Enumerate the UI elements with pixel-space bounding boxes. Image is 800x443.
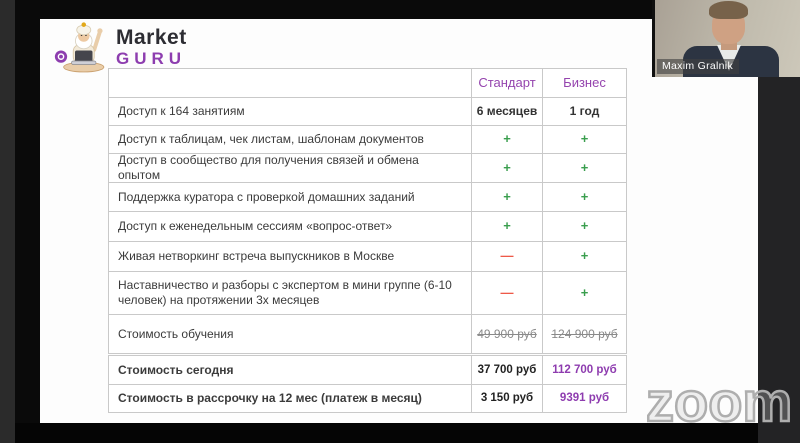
table-row <box>109 314 626 353</box>
brand-wordmark <box>116 27 187 67</box>
brand-name-top: Market <box>116 26 187 49</box>
feature-label: Стоимость обучения <box>118 326 234 341</box>
brand-name-bottom: GURU <box>116 49 187 68</box>
business-value: 1 год <box>542 98 626 125</box>
zoom-logo-watermark: zoom <box>646 370 793 433</box>
standard-value: — <box>471 242 542 271</box>
business-value: + <box>542 126 626 153</box>
table-row <box>109 182 626 211</box>
business-value: + <box>542 154 626 182</box>
standard-value-strikethrough: 49 900 руб <box>471 315 542 353</box>
business-value: + <box>542 212 626 241</box>
participant-video[interactable] <box>652 0 800 77</box>
feature-label: Доступ в сообщество для получения связей и обмена опытом <box>118 153 419 182</box>
table-row <box>109 211 626 241</box>
feature-label: Доступ к таблицам, чек листам, шаблонам документов <box>118 132 424 146</box>
feature-label: Стоимость в рассрочку на 12 мес (платеж в месяц) <box>118 391 422 405</box>
table-row <box>109 241 626 271</box>
table-row <box>109 356 626 384</box>
business-installment-price: 9391 руб <box>542 385 626 412</box>
business-value-strikethrough: 124 900 руб <box>542 315 626 353</box>
pricing-summary-table <box>108 355 627 413</box>
standard-value: + <box>471 183 542 211</box>
participant-hair <box>709 1 748 19</box>
table-row <box>109 384 626 412</box>
table-row <box>109 153 626 182</box>
table-row <box>109 125 626 153</box>
marketguru-logo <box>54 21 187 73</box>
left-letterbox <box>0 0 15 443</box>
feature-header-cell <box>109 69 471 97</box>
feature-label: Доступ к еженедельным сессиям «вопрос-ответ» <box>118 219 393 233</box>
business-value: + <box>542 272 626 314</box>
column-header-business: Бизнес <box>542 69 626 97</box>
pricing-table <box>108 68 627 354</box>
business-price-today: 112 700 руб <box>542 356 626 384</box>
table-row <box>109 97 626 125</box>
feature-label: Доступ к 164 занятиям <box>118 104 245 118</box>
feature-label: Наставничество и разборы с экспертом в мини группе (6-10 человек) на протяжении 3х месяцев <box>118 278 452 307</box>
standard-value: + <box>471 154 542 182</box>
table-row <box>109 271 626 314</box>
feature-label: Живая нетворкинг встреча выпускников в Москве <box>118 249 395 263</box>
participant-name-tag: Maxim Gralnik <box>657 59 739 74</box>
standard-value: + <box>471 212 542 241</box>
business-value: + <box>542 183 626 211</box>
standard-installment-price: 3 150 руб <box>471 385 542 412</box>
feature-label: Стоимость сегодня <box>118 362 234 377</box>
guru-mascot-icon <box>54 21 110 73</box>
business-value: + <box>542 242 626 271</box>
shared-slide <box>40 19 758 423</box>
standard-value: — <box>471 272 542 314</box>
feature-label: Поддержка куратора с проверкой домашних заданий <box>118 189 415 204</box>
column-header-standard: Стандарт <box>471 69 542 97</box>
standard-value: 6 месяцев <box>471 98 542 125</box>
table-header-row <box>109 69 626 97</box>
standard-value: + <box>471 126 542 153</box>
standard-price-today: 37 700 руб <box>471 356 542 384</box>
